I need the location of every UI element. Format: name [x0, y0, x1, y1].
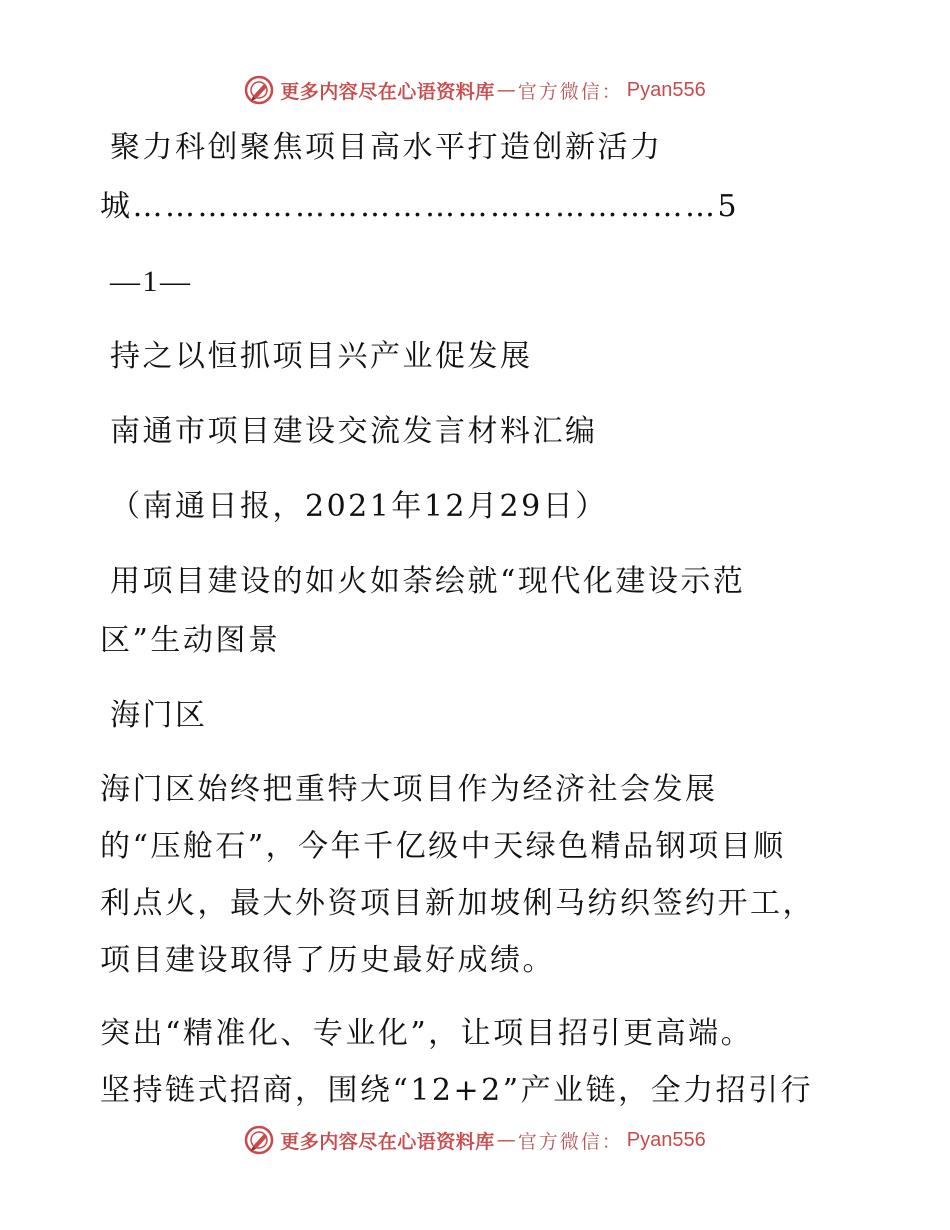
banner-dash: — [496, 1129, 516, 1151]
document-title: 持之以恒抓项目兴产业促发展 [110, 339, 533, 374]
document-subtitle: 南通市项目建设交流发言材料汇编 [110, 414, 598, 449]
paragraph-1-line: 项目建设取得了历史最好成绩。 [100, 943, 555, 978]
wechat-id: Pyan556 [626, 1128, 706, 1151]
page-number: —1— [110, 265, 193, 298]
footer-banner [0, 1120, 950, 1160]
paragraph-1-line: 的“压舱石”，今年千亿级中天绿色精品钢项目顺 [100, 829, 786, 864]
paragraph-1-line: 海门区始终把重特大项目作为经济社会发展 [100, 772, 718, 807]
paragraph-1-line: 利点火，最大外资项目新加坡俐马纺织签约开工， [100, 886, 815, 921]
promo-text: 更多内容尽在心语资料库 [280, 80, 495, 103]
document-body [100, 118, 860, 1119]
paragraph-2-line: 突出“精准化、专业化”，让项目招引更高端。 [100, 1016, 754, 1051]
district-heading: 海门区 [110, 698, 208, 733]
article-title-line1: 用项目建设的如火如荼绘就“现代化建设示范 [110, 564, 746, 599]
toc-entry-line2: 城………………………………………………5 [100, 189, 740, 224]
source-line: （南通日报，2021年12月29日） [110, 489, 608, 524]
header-banner [0, 70, 950, 110]
paragraph-2-line: 坚持链式招商，围绕“12+2”产业链，全力招引行 [100, 1073, 814, 1108]
official-wechat-label: 官方微信： [517, 1130, 623, 1153]
paragraph-1 [100, 761, 860, 989]
pen-logo-icon [244, 1125, 274, 1155]
article-title-line2: 区”生动图景 [100, 623, 281, 658]
toc-entry-line1: 聚力科创聚焦项目高水平打造创新活力 [110, 130, 663, 165]
official-wechat-label: 官方微信： [517, 80, 623, 103]
promo-text: 更多内容尽在心语资料库 [280, 1130, 495, 1153]
banner-dash: — [496, 79, 516, 101]
wechat-id: Pyan556 [626, 78, 706, 101]
paragraph-2 [100, 1005, 860, 1119]
pen-logo-icon [244, 75, 274, 105]
